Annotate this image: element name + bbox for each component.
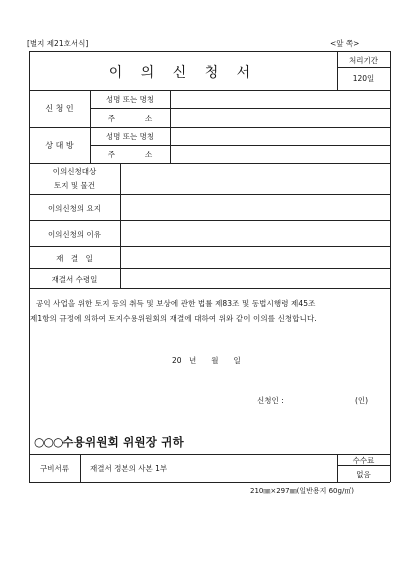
applicant-address-label: 주 소 [107, 114, 153, 123]
ruling-date-label: 재 결 일 [56, 254, 93, 263]
counterpart-address-label: 주 소 [107, 150, 153, 159]
objection-reason-label: 이의신청의 이유 [47, 230, 102, 239]
counterpart-label: 상 대 방 [45, 141, 74, 150]
ruling-receipt-date-field[interactable] [122, 270, 388, 286]
statement-line-1: 공익 사업을 위한 토지 등의 취득 및 보상에 관한 법률 제83조 및 동법시행령 제45조 [36, 299, 316, 308]
ruling-receipt-date-label: 재결서 수령일 [51, 275, 98, 284]
objection-summary-field[interactable] [122, 196, 388, 218]
objection-reason-field[interactable] [122, 222, 388, 244]
attachments-value: 재결서 정본의 사본 1부 [90, 464, 168, 473]
applicant-name-field[interactable] [172, 92, 388, 106]
signature-label: 신청인 : [257, 396, 284, 405]
objection-target-label-line1: 이의신청대상 [52, 167, 97, 176]
date-line: 20 년 월 일 [172, 356, 241, 365]
fee-label: 수수료 [352, 456, 375, 465]
form-number: [별지 제21호서식] [27, 39, 89, 48]
objection-target-label-line2: 토지 및 물건 [54, 181, 95, 190]
addressee-text: 수용위원회 위원장 귀하 [62, 435, 184, 449]
objection-target-field[interactable] [122, 165, 388, 192]
ruling-date-field[interactable] [122, 248, 388, 266]
paper-spec: 210㎜×297㎜(일반용지 60g/㎡) [250, 487, 355, 495]
processing-period-label: 처리기간 [349, 56, 378, 65]
form-title: 이 의 신 청 서 [108, 65, 258, 81]
counterpart-address-field[interactable] [172, 147, 388, 161]
fee-value: 없음 [356, 470, 371, 479]
counterpart-name-label: 성명 또는 명칭 [105, 132, 155, 141]
seal-label: (인) [355, 396, 369, 405]
statement-line-2: 제1항의 규정에 의하여 토지수용위원회의 재결에 대하여 위와 같이 이의를 신청합니다. [30, 314, 317, 323]
addressee-circles: ○○○ [34, 435, 63, 449]
applicant-label: 신 청 인 [45, 104, 74, 113]
processing-period-value: 120일 [352, 74, 375, 83]
attachments-label: 구비서류 [40, 464, 69, 473]
counterpart-name-field[interactable] [172, 129, 388, 143]
addressee-line [34, 431, 184, 450]
signature-field[interactable] [292, 392, 347, 406]
objection-summary-label: 이의신청의 요지 [47, 204, 102, 213]
page-side-label: <앞 쪽> [330, 39, 360, 48]
applicant-address-field[interactable] [172, 110, 388, 125]
applicant-name-label: 성명 또는 명칭 [105, 95, 155, 104]
